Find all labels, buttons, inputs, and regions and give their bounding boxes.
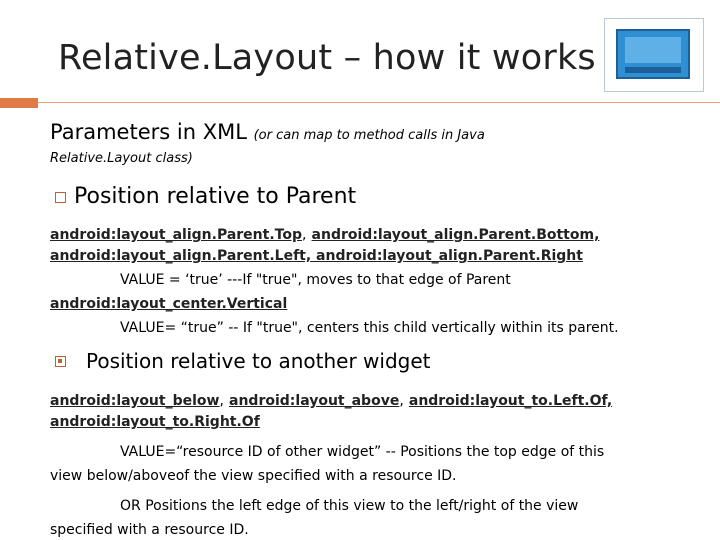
attr-line-3: android:layout_below, android:layout_above, android:layout_to.Left.Of, bbox=[50, 393, 613, 409]
monitor-icon bbox=[604, 18, 704, 92]
slide-title: Relative.Layout – how it works bbox=[58, 38, 596, 78]
attr-above[interactable]: android:layout_above bbox=[229, 393, 400, 409]
params-note: (or can map to method calls in Java bbox=[253, 128, 485, 143]
value-parent-edge: VALUE = ‘true’ ---If "true", moves to that edge of Parent bbox=[120, 272, 511, 288]
params-note-2: Relative.Layout class) bbox=[50, 151, 193, 166]
filled-square-bullet-icon bbox=[55, 356, 66, 367]
attr-below[interactable]: android:layout_below bbox=[50, 393, 220, 409]
params-heading: Parameters in XML (or can map to method calls in Java bbox=[50, 120, 485, 144]
attr-align-parent-bottom[interactable]: android:layout_align.Parent.Bottom, bbox=[311, 227, 600, 243]
attr-to-right-of[interactable]: android:layout_to.Right.Of bbox=[50, 414, 260, 430]
attr-to-left-of[interactable]: android:layout_to.Left.Of, bbox=[408, 393, 613, 409]
value-left-right-line1: OR Positions the left edge of this view to the left/right of the view bbox=[120, 498, 579, 514]
section1-heading: Position relative to Parent bbox=[74, 184, 357, 209]
hollow-square-bullet-icon bbox=[55, 192, 66, 203]
attr-line-1: android:layout_align.Parent.Top, android:layout_align.Parent.Bottom, bbox=[50, 227, 600, 243]
value-center-vertical: VALUE= “true” -- If "true", centers this child vertically within its parent. bbox=[120, 320, 619, 336]
accent-block bbox=[0, 98, 38, 108]
attr-align-parent-left-right[interactable]: android:layout_align.Parent.Left, android:layout_align.Parent.Right bbox=[50, 248, 583, 264]
value-left-right-line2: specified with a resource ID. bbox=[50, 522, 249, 538]
value-resource-id-line1: VALUE=“resource ID of other widget” -- Positions the top edge of this bbox=[120, 444, 605, 460]
section2-heading: Position relative to another widget bbox=[86, 349, 431, 373]
value-resource-id-line2: view below/aboveof the view specified with a resource ID. bbox=[50, 468, 457, 484]
title-divider bbox=[38, 102, 720, 103]
attr-center-vertical[interactable]: android:layout_center.Vertical bbox=[50, 296, 288, 312]
attr-align-parent-top[interactable]: android:layout_align.Parent.Top bbox=[50, 227, 302, 243]
